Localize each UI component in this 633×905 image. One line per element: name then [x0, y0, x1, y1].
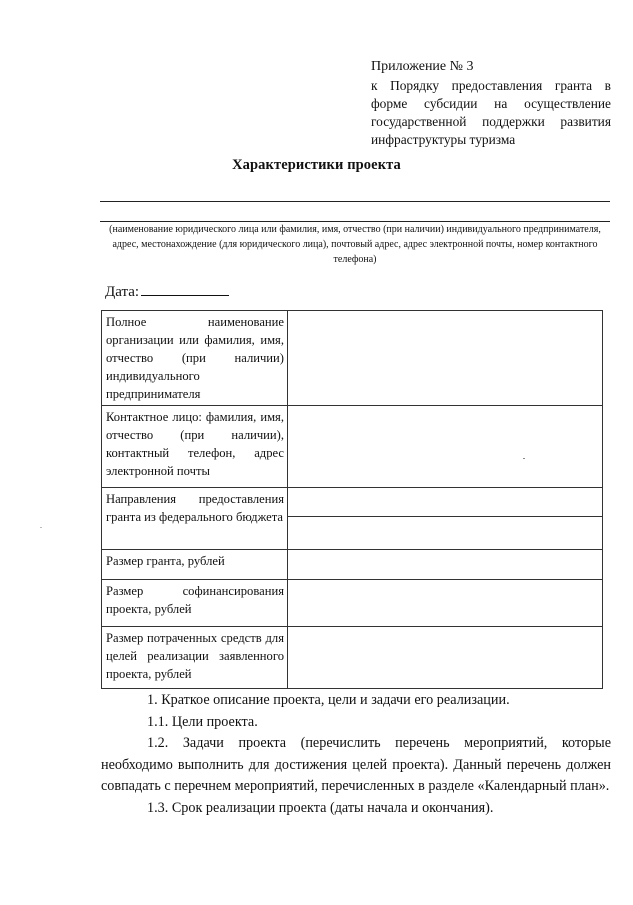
row-label-grant-directions: Направления предоставления гранта из федерального бюджета	[102, 488, 288, 550]
appendix-block	[371, 58, 611, 149]
scan-speck	[523, 458, 525, 459]
row-value-contact-person	[288, 406, 603, 488]
appendix-text: к Порядку предоставления гранта в форме субсидии на осуществление государственной поддержки развития инфраструктуры туризма	[371, 78, 611, 147]
row-value-cofinancing	[288, 580, 603, 627]
row-value-organization	[288, 311, 603, 406]
table-row	[102, 580, 603, 627]
section-1: 1. Краткое описание проекта, цели и задачи его реализации.	[147, 692, 510, 708]
table-row	[102, 488, 603, 550]
scan-speck	[40, 527, 42, 528]
row-label-contact-person: Контактное лицо: фамилия, имя, отчество (при наличии), контактный телефон, адрес электронной почты	[102, 406, 288, 488]
table-row	[102, 406, 603, 488]
document-title: Характеристики проекта	[232, 157, 401, 173]
applicant-name-line-1	[100, 201, 610, 202]
project-description-sections	[101, 690, 611, 819]
section-1-2: 1.2. Задачи проекта (перечислить перечень мероприятий, которые необходимо выполнить для достижения целей проекта). Данный перечень должен совпадать с перечнем мероприятий, перечисленных в разделе «Календарный план».	[101, 735, 611, 794]
grant-directions-subcells	[288, 488, 602, 549]
grant-direction-subcell	[288, 517, 602, 549]
row-value-grant-directions	[288, 488, 603, 550]
date-field	[105, 283, 229, 301]
row-value-grant-size	[288, 550, 603, 580]
section-1-3: 1.3. Срок реализации проекта (даты начала и окончания).	[147, 799, 494, 816]
applicant-field-hint: (наименование юридического лица или фамилия, имя, отчество (при наличии) индивидуального предпринимателя, адрес, местонахождение (для юридического лица), почтовый адрес, адрес электронной почты, номер контактного телефона)	[109, 224, 601, 265]
date-label: Дата:	[105, 284, 140, 300]
row-label-grant-size: Размер гранта, рублей	[102, 550, 288, 580]
row-label-cofinancing: Размер софинансирования проекта, рублей	[102, 580, 288, 627]
table-row	[102, 311, 603, 406]
section-1-1: 1.1. Цели проекта.	[147, 713, 258, 730]
row-value-spent-funds	[288, 627, 603, 689]
date-blank-line	[141, 283, 229, 296]
table-row	[102, 627, 603, 689]
row-label-organization: Полное наименование организации или фамилия, имя, отчество (при наличии) индивидуального предпринимателя	[102, 311, 288, 406]
row-label-spent-funds: Размер потраченных средств для целей реализации заявленного проекта, рублей	[102, 627, 288, 689]
table-row	[102, 550, 603, 580]
project-characteristics-table	[101, 310, 603, 689]
grant-direction-subcell	[288, 488, 602, 517]
appendix-number: Приложение № 3	[371, 59, 474, 74]
